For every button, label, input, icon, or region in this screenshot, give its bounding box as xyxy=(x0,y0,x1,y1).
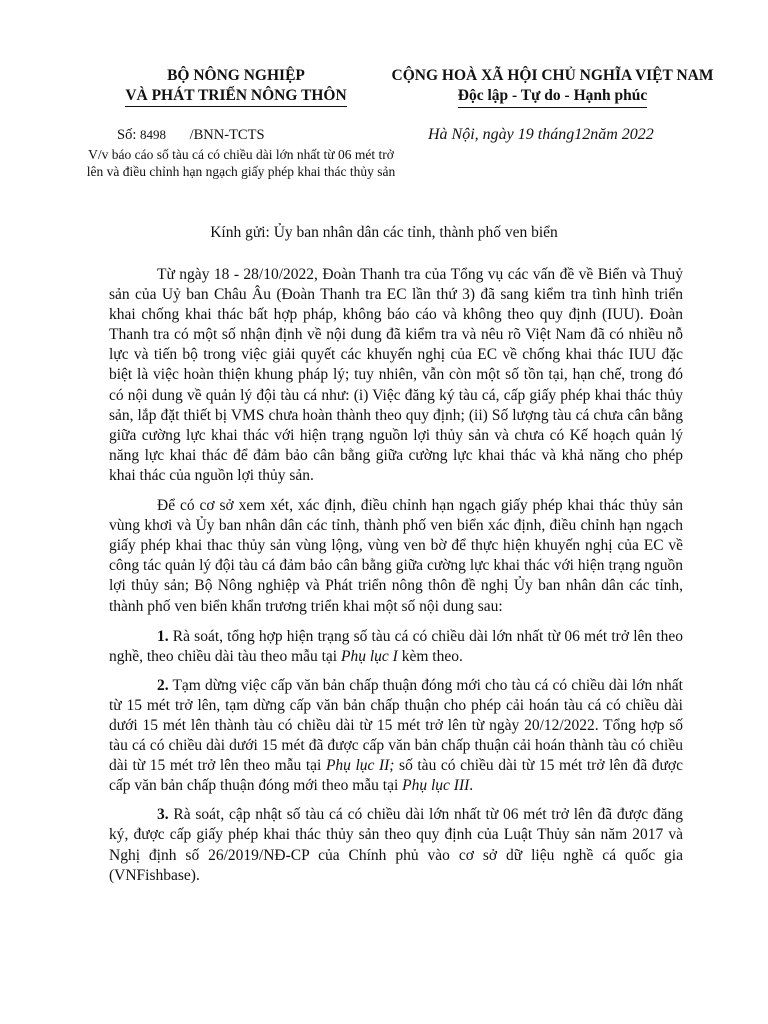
date-month: 12 xyxy=(574,126,591,143)
date-year: 2022 xyxy=(621,126,654,143)
national-header xyxy=(360,66,745,108)
list-item-1-text: Rà soát, tổng hợp hiện trạng số tàu cá có chiều dài lớn nhất từ 06 mét trở lên theo nghề, theo chiều dài tàu theo mẫu tại xyxy=(109,627,683,665)
list-item-2-appendix-ref-2: Phụ lục III xyxy=(402,777,470,795)
national-motto: Độc lập - Tự do - Hạnh phúc xyxy=(458,86,647,108)
list-item-2 xyxy=(109,676,683,797)
list-item-1 xyxy=(109,627,683,667)
national-title: CỘNG HOÀ XÃ HỘI CHỦ NGHĨA VIỆT NAM xyxy=(391,67,714,84)
document-number-prefix: Số: xyxy=(117,127,137,143)
paragraph-1: Từ ngày 18 - 28/10/2022, Đoàn Thanh tra của Tổng vụ các vấn đề về Biển và Thuỷ sản của Uỷ ban Châu Âu (Đoàn Thanh tra EC lần thứ 3) đã sang kiểm tra tình hình triển khai chống khai thác bất hợp pháp, không báo cáo và không theo quy định (IUU). Đoàn Thanh tra có một số nhận định về nội dung đã kiểm tra và nêu rõ Việt Nam đã có nhiều nỗ lực và tiến bộ trong việc giải quyết các khuyến nghị của EC về chống khai thác IUU đặc biệt là việc hoàn thiện khung pháp lý; tuy nhiên, vẫn còn một số tồn tại, hạn chế, trong đó có nội dung về quản lý đội tàu cá như: (i) Việc đăng ký tàu cá, cấp giấy phép khai thác thủy sản, lắp đặt thiết bị VMS chưa hoàn thành theo quy định; (ii) Số lượng tàu cá chưa cân bằng giữa cường lực khai thác với hiện trạng nguồn lợi thủy sản và chưa có Kế hoạch quản lý năng lực khai thác để đảm bảo cân bằng giữa cường lực khai thác và khả năng cho phép khai thác của nguồn lợi thủy sản. xyxy=(109,266,683,484)
list-item-2-mid: số tàu có chiều dài từ 15 mét trở lên đã được cấp văn bản chấp thuận đóng mới theo mẫu tại xyxy=(109,757,683,795)
document-number-suffix: /BNN-TCTS xyxy=(189,127,265,143)
ministry-name-line2: VÀ PHÁT TRIỂN NÔNG THÔN xyxy=(125,86,346,107)
date-place-prefix: Hà Nội, ngày xyxy=(428,126,514,143)
document-number-value: 8498 xyxy=(139,127,166,142)
date-day: 19 xyxy=(517,126,534,143)
document-number xyxy=(117,127,265,144)
paragraph-2: Để có cơ sở xem xét, xác định, điều chỉnh hạn ngạch giấy phép khai thác thủy sản vùng khơi và Ủy ban nhân dân các tỉnh, thành phố ven biển xác định, điều chỉnh hạn ngạch giấy phép khai thac thủy sản vùng lộng, vùng ven bờ để thực hiện khuyến nghị của EC về công tác quản lý đội tàu cá đảm bảo cân bằng giữa cường lực khai thác với hiện trạng nguồn lợi thủy sản; Bộ Nông nghiệp và Phát triển nông thôn đề nghị Ủy ban nhân dân các tỉnh, thành phố ven biển khẩn trương triển khai một số nội dung sau: xyxy=(109,497,683,615)
list-item-3-number: 3. xyxy=(157,806,169,824)
list-item-2-end: . xyxy=(469,777,474,795)
list-item-3-text: Rà soát, cập nhật số tàu cá có chiều dài lớn nhất từ 06 mét trở lên đã được đăng ký, được cấp giấy phép khai thác thủy sản theo quy định của Luật Thủy sản năm 2017 và Nghị định số 26/2019/NĐ-CP của Chính phủ vào cơ sở dữ liệu nghề cá quốc gia (VNFishbase). xyxy=(109,806,683,884)
list-item-1-number: 1. xyxy=(157,627,169,645)
date-year-label: năm xyxy=(590,126,618,143)
recipient-line: Kính gửi: Ủy ban nhân dân các tỉnh, thành phố ven biển xyxy=(210,224,558,241)
document-date xyxy=(428,126,654,144)
ministry-header xyxy=(86,66,386,107)
list-item-3 xyxy=(109,805,683,885)
list-item-1-end: kèm theo. xyxy=(397,647,463,665)
list-item-2-appendix-ref-1: Phụ lục II; xyxy=(325,757,395,775)
document-body xyxy=(109,265,683,895)
document-subject: V/v báo cáo số tàu cá có chiều dài lớn nhất từ 06 mét trở lên và điều chỉnh hạn ngạch giấy phép khai thác thủy sản xyxy=(86,147,396,179)
date-month-label: tháng xyxy=(537,126,575,143)
list-item-2-number: 2. xyxy=(157,676,169,694)
ministry-name-line1: BỘ NÔNG NGHIỆP xyxy=(167,67,305,84)
list-item-1-appendix-ref: Phụ lục I xyxy=(341,647,398,665)
list-item-2-text: Tạm dừng việc cấp văn bản chấp thuận đóng mới cho tàu cá có chiều dài lớn nhất từ 15 mét trở lên, tạm dừng cấp văn bản chấp thuận cho phép cải hoán tàu cá có chiều dài dưới 15 mét lên thành tàu có chiều dài từ 15 mét trở lên từ ngày 20/12/2022. Tổng hợp số tàu cá có chiều dài dưới 15 mét đã được cấp văn bản chấp thuận cải hoán thành tàu có chiều dài từ 15 mét trở lên theo mẫu tại xyxy=(109,676,683,775)
